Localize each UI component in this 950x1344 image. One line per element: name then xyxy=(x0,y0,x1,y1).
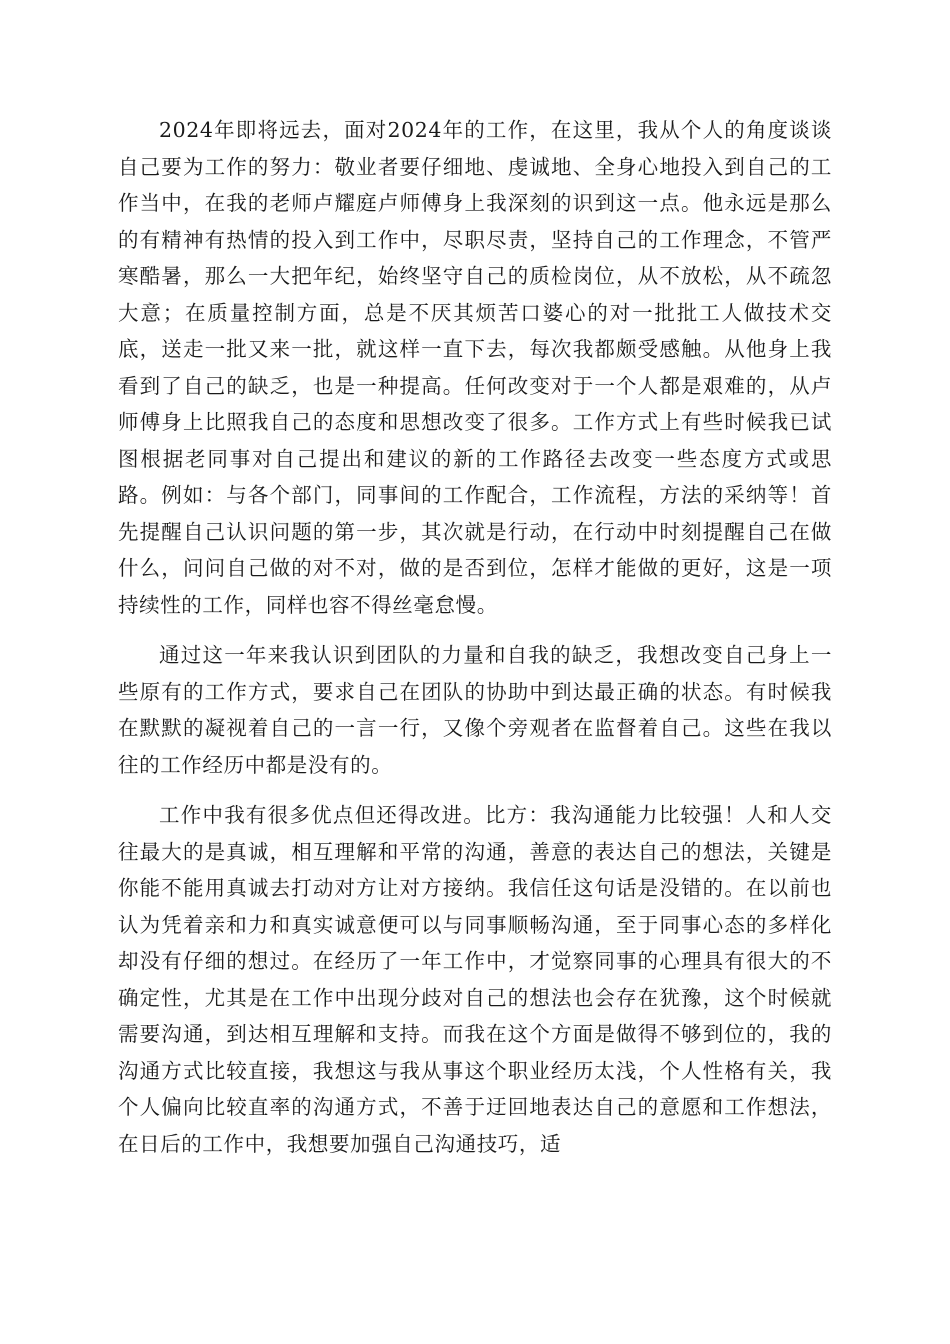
paragraph-2: 通过这一年来我认识到团队的力量和自我的缺乏，我想改变自己身上一些原有的工作方式，要求自己在团队的协助中到达最正确的状态。有时候我在默默的凝视着自己的一言一行，又像个旁观者在监督着自己。这些在我以往的工作经历中都是没有的。 xyxy=(118,643,832,777)
paragraph-3: 工作中我有很多优点但还得改进。比方：我沟通能力比较强！人和人交往最大的是真诚，相互理解和平常的沟通，善意的表达自己的想法，关键是你能不能用真诚去打动对方让对方接纳。我信任这句话是没错的。在以前也认为凭着亲和力和真实诚意便可以与同事顺畅沟通，至于同事心态的多样化却没有仔细的想过。在经历了一年工作中，才觉察同事的心理具有很大的不确定性，尤其是在工作中出现分歧对自己的想法也会存在犹豫，这个时候就需要沟通，到达相互理解和支持。而我在这个方面是做得不够到位的，我的沟通方式比较直接，我想这与我从事这个职业经历太浅，个人性格有关，我个人偏向比较直率的沟通方式，不善于迂回地表达自己的意愿和工作想法，在日后的工作中，我想要加强自己沟通技巧，适 xyxy=(118,803,832,1156)
document-body xyxy=(118,112,832,1176)
paragraph-1: 2024年即将远去，面对2024年的工作，在这里，我从个人的角度谈谈自己要为工作的努力：敬业者要仔细地、虔诚地、全身心地投入到自己的工作当中，在我的老师卢耀庭卢师傅身上我深刻的识到这一点。他永远是那么的有精神有热情的投入到工作中，尽职尽责，坚持自己的工作理念，不管严寒酷暑，那么一大把年纪，始终坚守自己的质检岗位，从不放松，从不疏忽大意；在质量控制方面，总是不厌其烦苦口婆心的对一批批工人做技术交底，送走一批又来一批，就这样一直下去，每次我都颇受感触。从他身上我看到了自己的缺乏，也是一种提高。任何改变对于一个人都是艰难的，从卢师傅身上比照我自己的态度和思想改变了很多。工作方式上有些时候我已试图根据老同事对自己提出和建议的新的工作路径去改变一些态度方式或思路。例如：与各个部门，同事间的工作配合，工作流程，方法的采纳等！首先提醒自己认识问题的第一步，其次就是行动，在行动中时刻提醒自己在做什么，问问自己做的对不对，做的是否到位，怎样才能做的更好，这是一项持续性的工作，同样也容不得丝毫怠慢。 xyxy=(118,118,832,617)
